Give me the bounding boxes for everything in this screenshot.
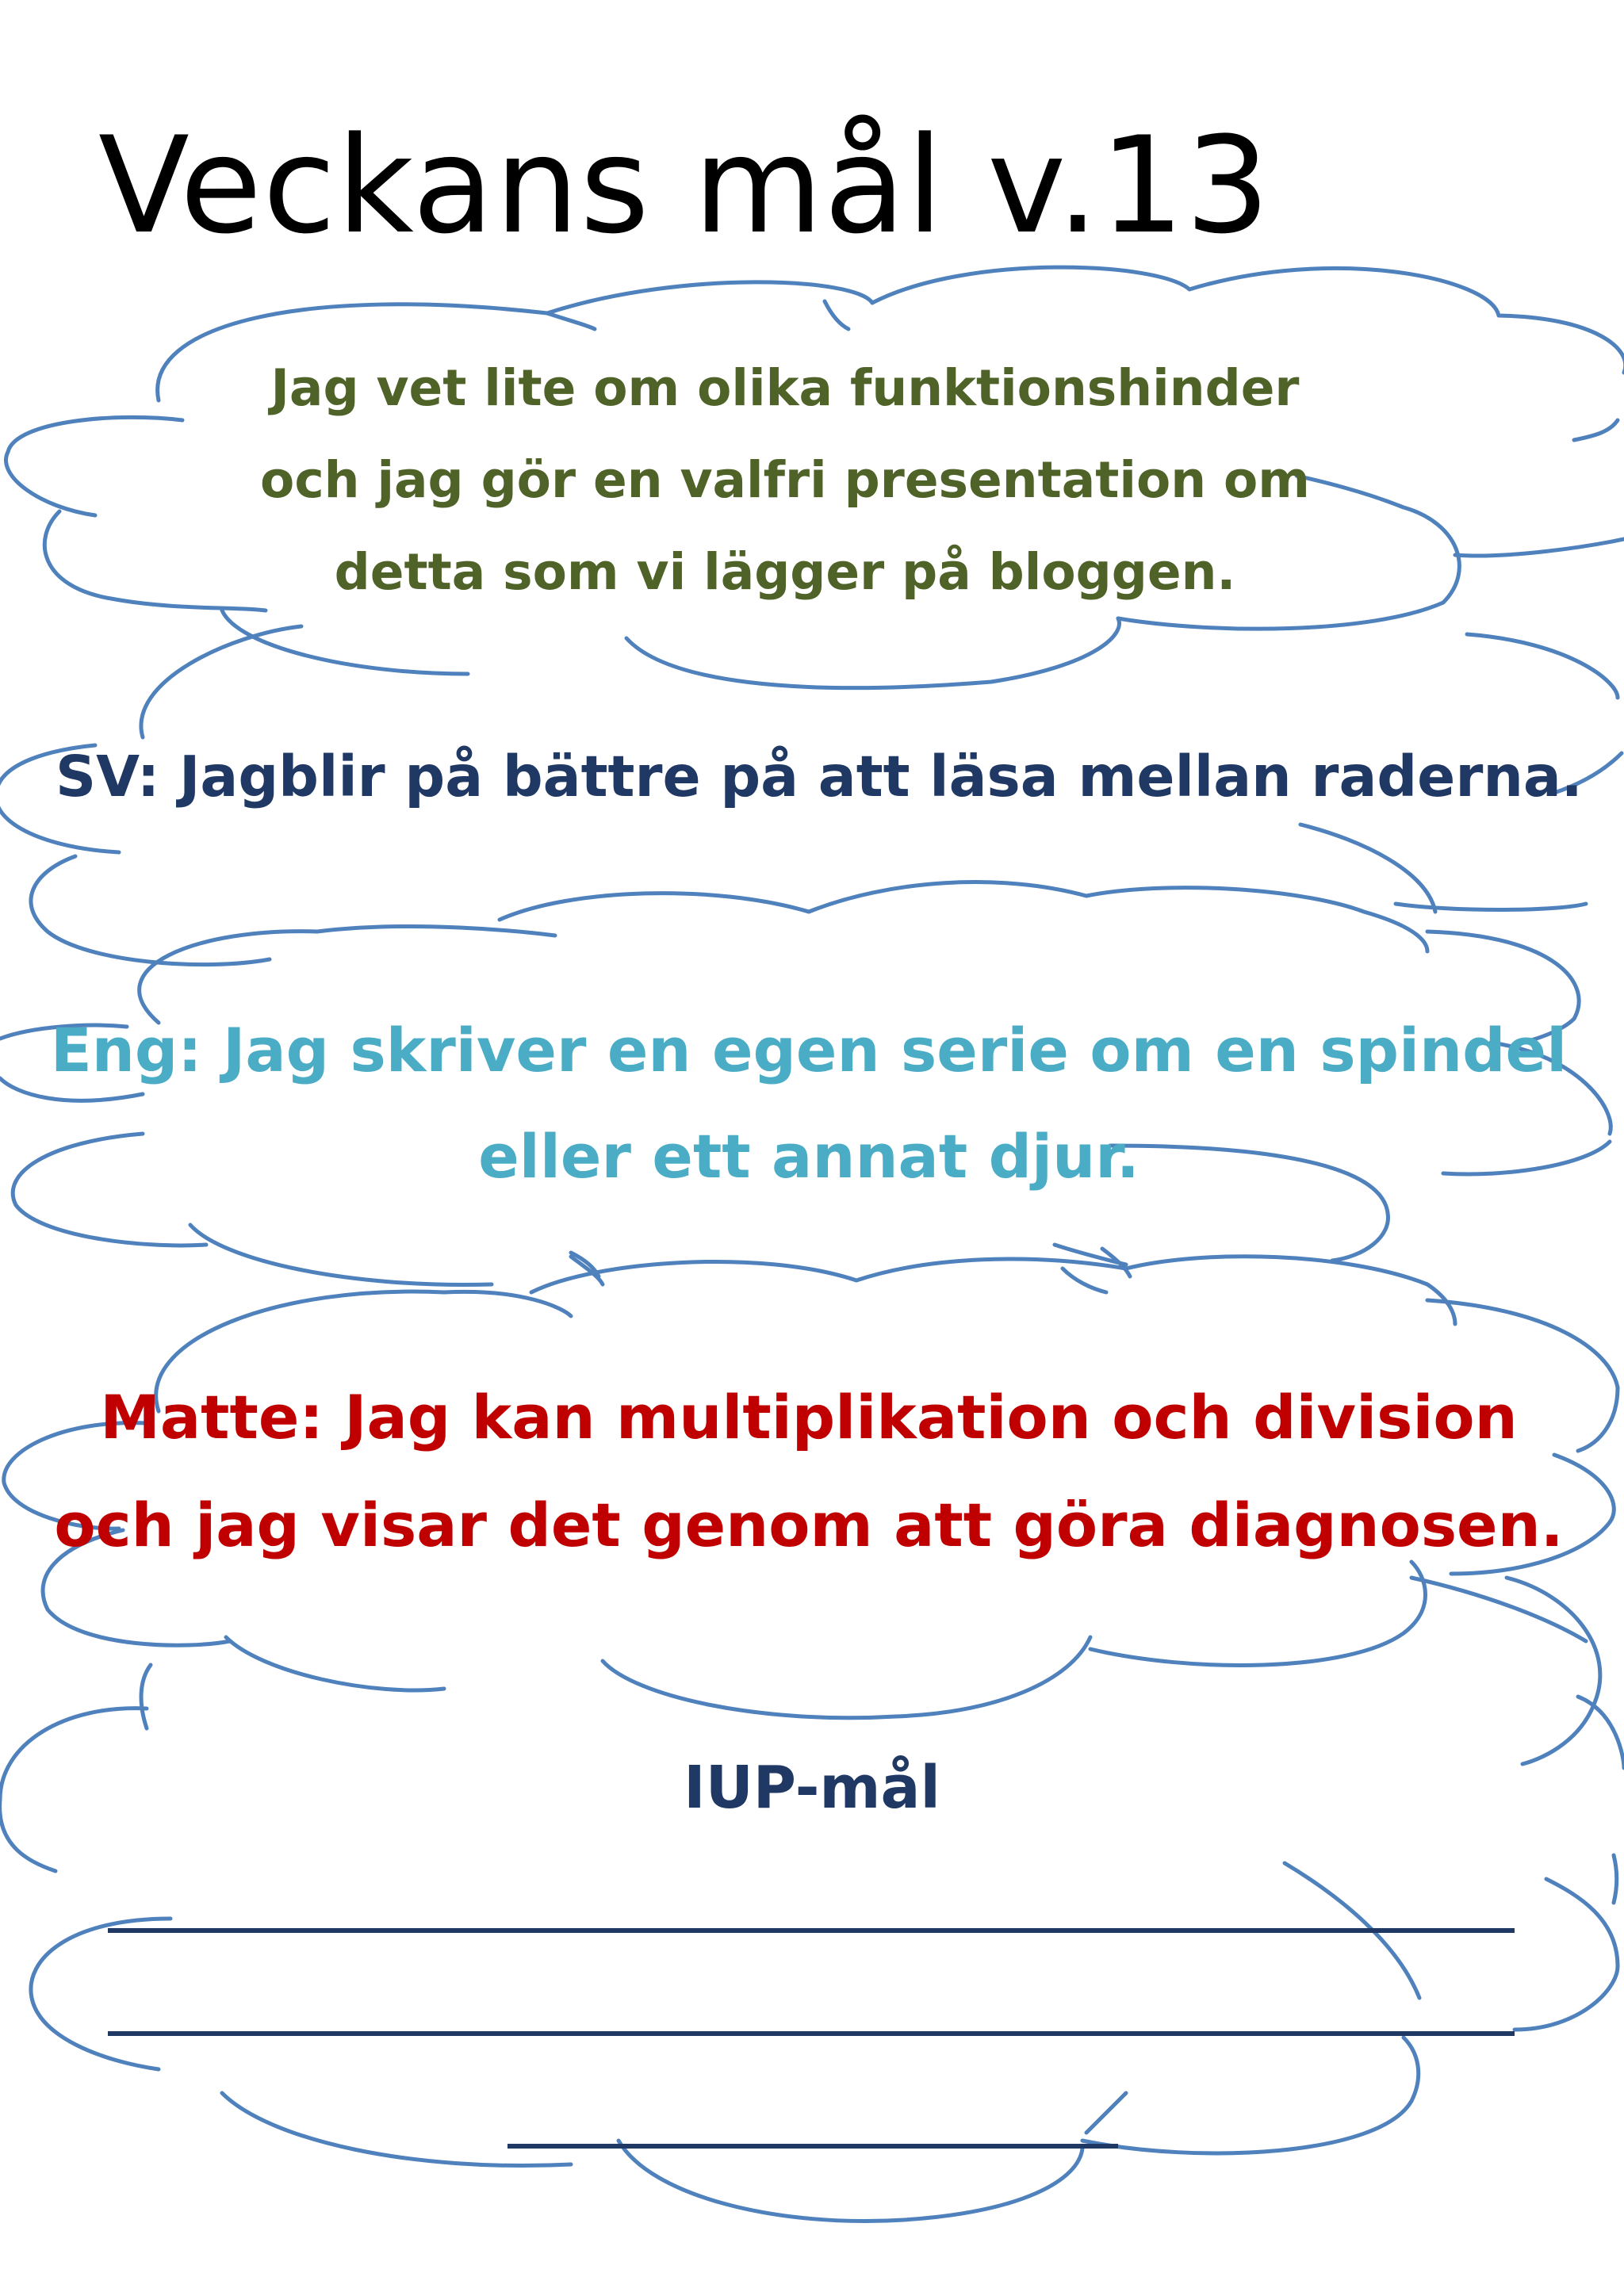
math-goal-line: och jag visar det genom att göra diagnosen. (54, 1490, 1564, 1560)
math-goal (48, 1364, 1570, 1579)
general-goal-line: detta som vi lägger på bloggen. (334, 543, 1236, 601)
iup-write-line[interactable] (108, 1928, 1515, 1933)
general-goal-line: och jag gör en valfri presentation om (260, 451, 1310, 509)
english-goal (48, 997, 1570, 1210)
math-goal-line: Matte: Jag kan multiplikation och division (100, 1382, 1518, 1452)
general-goal-line: Jag vet lite om olika funktionshinder (270, 359, 1300, 417)
page-title: Veckans mål v.13 (98, 108, 1271, 263)
iup-write-line[interactable] (108, 2031, 1515, 2036)
english-goal-line: Eng: Jag skriver en egen serie om en spindel (50, 1015, 1568, 1085)
cloud-iup (0, 1578, 1624, 2221)
general-goal (230, 342, 1340, 618)
iup-heading: IUP-mål (684, 1754, 940, 1822)
iup-write-line[interactable] (508, 2144, 1118, 2149)
english-goal-line: eller ett annat djur. (478, 1121, 1139, 1192)
swedish-goal-line: SV: Jagblir på bättre på att läsa mellan raderna. (56, 744, 1583, 809)
swedish-goal (56, 741, 1583, 813)
